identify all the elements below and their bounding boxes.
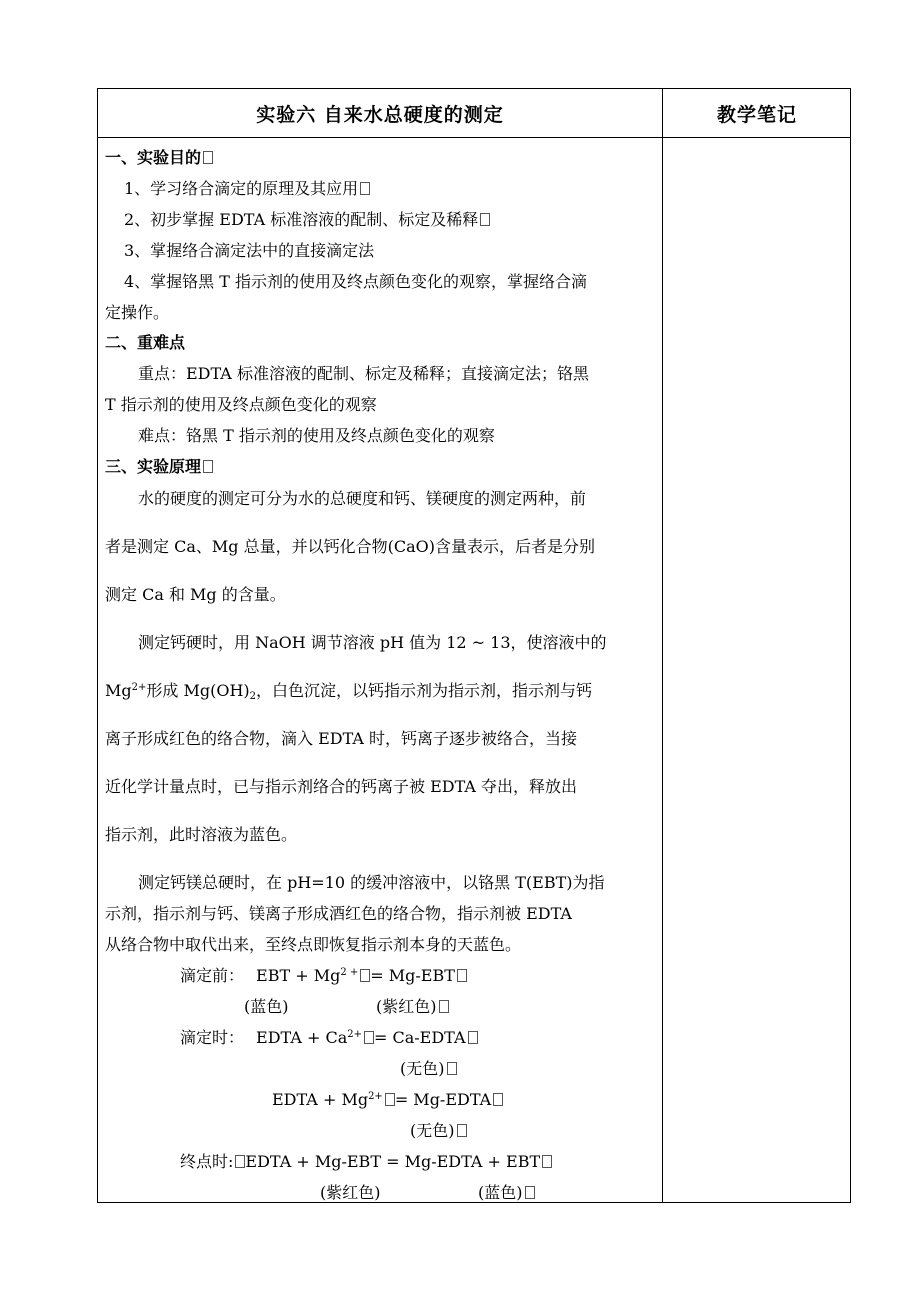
principle-paragraph-line: 测定钙镁总硬时，在 pH=10 的缓冲溶液中，以铬黑 T(EBT)为指 bbox=[138, 873, 605, 892]
placeholder-glyph bbox=[360, 182, 370, 195]
principle-paragraph-line: 离子形成红色的络合物，滴入 EDTA 时，钙离子逐步被络合，当接 bbox=[105, 729, 578, 748]
principle-paragraph-line: 指示剂，此时溶液为蓝色。 bbox=[105, 825, 298, 844]
principle-paragraph-line: 从络合物中取代出来，至终点即恢复指示剂本身的天蓝色。 bbox=[105, 935, 522, 954]
placeholder-glyph bbox=[447, 1062, 457, 1075]
equation-endpoint: 终点时: EDTA + Mg-EBT = Mg-EDTA + EBT bbox=[180, 1152, 552, 1172]
equation-before-titration: 滴定前： EBT + $Mg^{2 +} = Mg-EBT$ bbox=[180, 966, 467, 986]
page-title: 实验六 自来水总硬度的测定 bbox=[256, 103, 504, 126]
objective-item: 1、学习络合滴定的原理及其应用 bbox=[124, 179, 370, 199]
placeholder-glyph bbox=[385, 1093, 395, 1106]
placeholder-glyph bbox=[235, 1155, 245, 1168]
placeholder-glyph bbox=[364, 1031, 374, 1044]
placeholder-glyph bbox=[468, 1031, 478, 1044]
equation-color-label: (无色) bbox=[410, 1121, 467, 1141]
principle-paragraph-line: 示剂，指示剂与钙、镁离子形成酒红色的络合物，指示剂被 EDTA bbox=[105, 904, 572, 923]
objective-item: 2、初步掌握 EDTA 标准溶液的配制、标定及稀释 bbox=[124, 210, 490, 230]
equation-color-label: (蓝色) bbox=[244, 997, 289, 1016]
section-heading-principle: 三、实验原理 bbox=[105, 457, 213, 477]
key-point-text: 重点：EDTA 标准溶液的配制、标定及稀释；直接滴定法；铬黑 bbox=[138, 364, 589, 383]
principle-paragraph-line: 近化学计量点时，已与指示剂络合的钙离子被 EDTA 夺出，释放出 bbox=[105, 777, 578, 796]
section-heading-key-points: 二、重难点 bbox=[105, 333, 186, 352]
key-point-text-continuation: T 指示剂的使用及终点颜色变化的观察 bbox=[105, 395, 377, 414]
placeholder-glyph bbox=[525, 1186, 535, 1199]
equation-color-label: (蓝色) bbox=[478, 1183, 535, 1203]
principle-paragraph-line: 者是测定 Ca、Mg 总量，并以钙化合物(CaO)含量表示，后者是分别 bbox=[105, 537, 595, 556]
notes-column-title: 教学笔记 bbox=[716, 103, 797, 126]
placeholder-glyph bbox=[457, 1124, 467, 1137]
placeholder-glyph bbox=[480, 213, 490, 226]
principle-paragraph-line: 测定 Ca 和 Mg 的含量。 bbox=[105, 585, 286, 604]
placeholder-glyph bbox=[457, 969, 467, 982]
principle-paragraph-line: 水的硬度的测定可分为水的总硬度和钙、镁硬度的测定两种，前 bbox=[138, 489, 587, 508]
equation-color-label: (紫红色) bbox=[320, 1183, 381, 1202]
section-heading-objectives: 一、实验目的 bbox=[105, 148, 213, 168]
placeholder-glyph bbox=[360, 969, 370, 982]
placeholder-glyph bbox=[203, 460, 213, 473]
principle-paragraph-line: $Mg^{2+}$形成 $Mg(OH)_2$，白色沉淀，以钙指示剂为指示剂，指示剂与钙 bbox=[105, 681, 593, 702]
objective-item-continuation: 定操作。 bbox=[105, 303, 170, 322]
placeholder-glyph bbox=[439, 1000, 449, 1013]
principle-paragraph-line: 测定钙硬时，用 NaOH 调节溶液 pH 值为 12 ~ 13，使溶液中的 bbox=[138, 633, 607, 652]
equation-color-label: (紫红色) bbox=[376, 997, 449, 1017]
placeholder-glyph bbox=[203, 151, 213, 164]
placeholder-glyph bbox=[493, 1093, 503, 1106]
objective-item: 3、掌握络合滴定法中的直接滴定法 bbox=[124, 241, 375, 260]
column-divider bbox=[662, 89, 663, 1202]
placeholder-glyph bbox=[542, 1155, 552, 1168]
lesson-table bbox=[97, 88, 851, 1203]
difficult-point-text: 难点：铬黑 T 指示剂的使用及终点颜色变化的观察 bbox=[138, 426, 495, 445]
equation-during-titration-mg: EDTA + $Mg^{2+}$ = Mg-EDTA bbox=[272, 1090, 503, 1110]
equation-during-titration: 滴定时： EDTA + $Ca^{2+}$ = Ca-EDTA bbox=[180, 1028, 478, 1048]
header-divider bbox=[98, 137, 850, 138]
objective-item: 4、掌握铬黑 T 指示剂的使用及终点颜色变化的观察，掌握络合滴 bbox=[124, 272, 588, 291]
equation-color-label: (无色) bbox=[400, 1059, 457, 1079]
